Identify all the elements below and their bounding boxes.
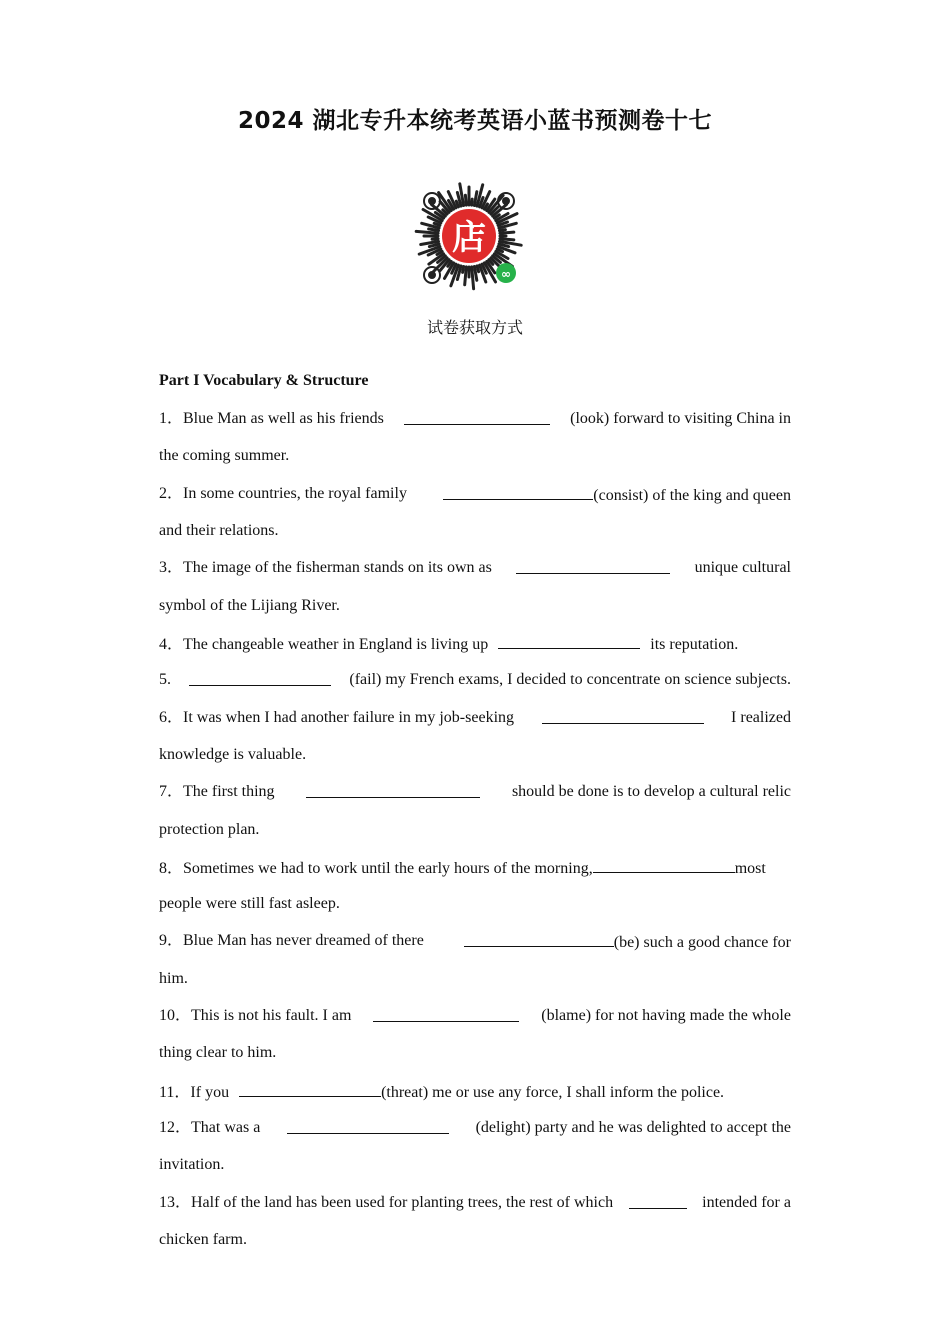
question-12: 12．That was a (delight) party and he was delighted to accept the [159,1119,791,1136]
svg-text:∞: ∞ [501,267,511,281]
qr-ray [472,199,473,205]
question-8: 8．Sometimes we had to work until the early hours of the morning, most [159,857,791,879]
qr-ray [429,229,439,231]
mini-program-qr-code-icon [409,178,529,298]
question-4: 4．The changeable weather in England is living up its reputation. [159,633,791,655]
qr-ray [477,266,479,272]
question-13-cont: chicken farm. [159,1231,247,1248]
question-13: 13．Half of the land has been used for planting trees, the rest of which intended for a [159,1194,791,1211]
question-3-cont: symbol of the Lijiang River. [159,597,340,614]
answer-blank-12[interactable] [287,1118,449,1134]
answer-blank-9[interactable] [464,931,614,947]
qr-ray [456,201,458,207]
question-1: 1．Blue Man as well as his friends (look) forward to visiting China in [159,410,791,427]
section-title: Part I Vocabulary & Structure [159,372,369,389]
answer-blank-11[interactable] [239,1081,381,1097]
question-12-cont: invitation. [159,1156,225,1173]
answer-blank-6[interactable] [542,708,704,724]
question-6-cont: knowledge is valuable. [159,746,307,763]
answer-blank-3[interactable] [516,558,670,574]
qr-finder-bottom-left [424,267,440,283]
question-9: 9．Blue Man has never dreamed of there (be) such a good chance for [159,932,791,951]
qr-ray [463,267,464,273]
answer-blank-7[interactable] [306,782,480,798]
answer-blank-5[interactable] [189,670,331,686]
qr-ray [500,232,514,233]
answer-blank-4[interactable] [498,633,640,649]
qr-ray [500,230,506,231]
question-10-cont: thing clear to him. [159,1044,277,1061]
question-7: 7．The first thing should be done is to develop a cultural relic [159,783,791,800]
qr-center-char: 店 [452,218,486,258]
qr-caption: 试卷获取方式 [426,320,523,337]
qr-ray [416,231,438,233]
question-10: 10．This is not his fault. I am (blame) for not having made the whole [159,1007,791,1024]
question-8-cont: people were still fast asleep. [159,895,340,912]
answer-blank-13[interactable] [629,1193,687,1209]
question-7-cont: protection plan. [159,821,260,838]
answer-blank-1[interactable] [404,409,550,425]
answer-blank-8[interactable] [593,857,735,873]
question-5: 5. (fail) my French exams, I decided to concentrate on science subjects. [159,671,791,688]
answer-blank-10[interactable] [373,1006,519,1022]
question-3: 3．The image of the fisherman stands on its own as unique cultural [159,559,791,576]
question-1-cont: the coming summer. [159,447,290,464]
page-title: 2024 湖北专升本统考英语小蓝书预测卷十七 [237,108,713,134]
answer-blank-2[interactable] [443,484,593,500]
question-2: 2．In some countries, the royal family (consist) of the king and queen [159,485,791,504]
qr-ray [472,267,474,289]
question-9-cont: him. [159,970,188,987]
qr-ray [465,195,466,205]
qr-ray [500,239,514,240]
qr-ray [432,239,438,240]
qr-ray [465,267,467,285]
question-11: 11．If you (threat) me or use any force, I shall inform the police. [159,1081,791,1103]
question-2-cont: and their relations. [159,522,279,539]
question-6: 6．It was when I had another failure in my job-seeking I realized [159,709,791,726]
